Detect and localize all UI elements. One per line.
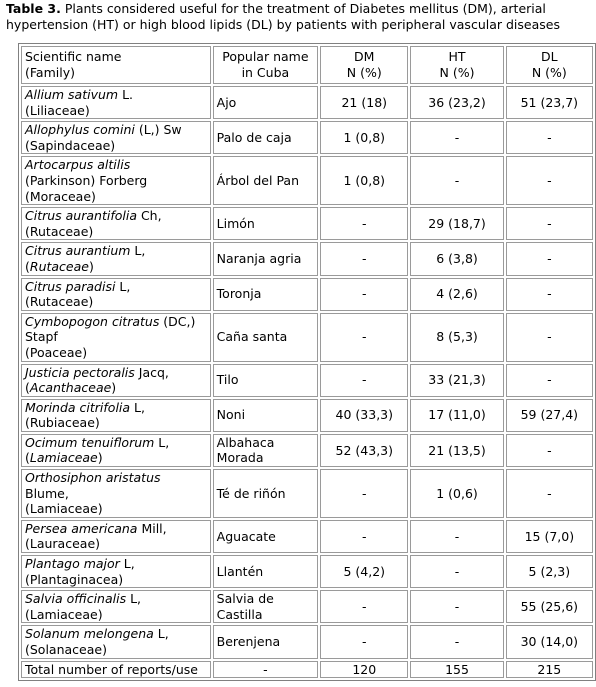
dm-value-cell: 52 (43,3) bbox=[320, 434, 408, 467]
popular-name-cell: Palo de caja bbox=[213, 121, 318, 154]
family-name bbox=[25, 415, 207, 431]
dm-value-cell: 40 (33,3) bbox=[320, 399, 408, 432]
scientific-name-cell bbox=[21, 625, 211, 658]
family-name bbox=[25, 607, 207, 623]
popular-name-cell: Aguacate bbox=[213, 520, 318, 553]
dm-value-cell: 5 (4,2) bbox=[320, 555, 408, 588]
popular-name-cell: Ajo bbox=[213, 86, 318, 119]
ht-value-cell: - bbox=[410, 555, 503, 588]
dm-value-cell: - bbox=[320, 364, 408, 397]
name-text: (Sapindaceae) bbox=[25, 137, 116, 153]
family-name bbox=[25, 536, 207, 552]
scientific-name-cell bbox=[21, 86, 211, 119]
dm-value-cell: - bbox=[320, 520, 408, 553]
latin-name: Citrus aurantium bbox=[25, 243, 131, 259]
family-name bbox=[25, 642, 207, 658]
scientific-name-cell bbox=[21, 242, 211, 275]
ht-value-cell: - bbox=[410, 590, 503, 623]
scientific-name bbox=[25, 243, 207, 259]
scientific-name-cell bbox=[21, 156, 211, 205]
name-text: Ch, bbox=[136, 208, 162, 224]
family-name bbox=[25, 345, 207, 361]
scientific-name-cell bbox=[21, 469, 211, 518]
popular-name-cell: Llantén bbox=[213, 555, 318, 588]
family-name bbox=[25, 450, 207, 466]
total-row bbox=[21, 661, 593, 679]
dl-value-cell: - bbox=[506, 121, 593, 154]
name-text: (Rutaceae) bbox=[25, 223, 94, 239]
name-text: (Moraceae) bbox=[25, 188, 96, 204]
name-text: (Lauraceae) bbox=[25, 536, 101, 552]
name-text: (Plantaginacea) bbox=[25, 571, 124, 587]
dl-value-cell: - bbox=[506, 364, 593, 397]
name-text: ( bbox=[25, 258, 30, 274]
table-label: Table 3. bbox=[6, 1, 61, 16]
popular-name-cell: Árbol del Pan bbox=[213, 156, 318, 205]
table-row bbox=[21, 364, 593, 397]
scientific-name-cell bbox=[21, 364, 211, 397]
scientific-name bbox=[25, 591, 207, 607]
name-text: L, bbox=[119, 556, 135, 572]
name-text: ) bbox=[97, 450, 103, 466]
dl-value-cell: 5 (2,3) bbox=[506, 555, 593, 588]
ht-value-cell: 4 (2,6) bbox=[410, 278, 503, 311]
plants-table bbox=[18, 43, 596, 681]
popular-name-cell: Naranja agria bbox=[213, 242, 318, 275]
scientific-name-cell bbox=[21, 434, 211, 467]
ht-value-cell: 6 (3,8) bbox=[410, 242, 503, 275]
scientific-name bbox=[25, 208, 207, 224]
latin-name: Plantago major bbox=[25, 556, 120, 572]
family-name bbox=[25, 224, 207, 240]
family-name bbox=[25, 103, 207, 119]
scientific-name bbox=[25, 157, 207, 173]
name-text: ( bbox=[25, 380, 30, 396]
scientific-name bbox=[25, 521, 207, 537]
latin-name: Allium sativum bbox=[25, 87, 119, 102]
name-text: (Liliaceae) bbox=[25, 102, 90, 118]
popular-name-cell: Berenjena bbox=[213, 625, 318, 658]
scientific-name bbox=[25, 279, 207, 295]
scientific-name bbox=[25, 470, 207, 501]
ht-value-cell: 21 (13,5) bbox=[410, 434, 503, 467]
latin-name: Persea americana bbox=[25, 520, 138, 536]
latin-name: Cymbopogon citratus bbox=[25, 313, 160, 329]
table-row bbox=[21, 242, 593, 275]
dm-value-cell: - bbox=[320, 278, 408, 311]
scientific-name bbox=[25, 435, 207, 451]
dl-value-cell: 30 (14,0) bbox=[506, 625, 593, 658]
table-row bbox=[21, 399, 593, 432]
header-dl: DL N (%) bbox=[506, 46, 593, 84]
name-text: ) bbox=[111, 380, 117, 396]
dm-value-cell: - bbox=[320, 590, 408, 623]
table-wrapper bbox=[18, 43, 596, 681]
family-name bbox=[25, 294, 207, 310]
dm-value-cell: - bbox=[320, 207, 408, 240]
latin-name: Salvia officinalis bbox=[25, 591, 127, 607]
name-text: L, bbox=[153, 626, 169, 642]
dl-value-cell: 51 (23,7) bbox=[506, 86, 593, 119]
scientific-name bbox=[25, 365, 207, 381]
table-row bbox=[21, 590, 593, 623]
header-popular-name: Popular name in Cuba bbox=[213, 46, 318, 84]
table-row bbox=[21, 520, 593, 553]
latin-name: Ocimum tenuiflorum bbox=[25, 434, 155, 450]
family-name bbox=[25, 189, 207, 205]
popular-name-cell: Limón bbox=[213, 207, 318, 240]
scientific-name-cell bbox=[21, 590, 211, 623]
dl-value-cell: 55 (25,6) bbox=[506, 590, 593, 623]
dm-value-cell: - bbox=[320, 242, 408, 275]
dl-value-cell: - bbox=[506, 469, 593, 518]
dl-value-cell: 15 (7,0) bbox=[506, 520, 593, 553]
table-row bbox=[21, 278, 593, 311]
caption-text: Plants considered useful for the treatment of Diabetes mellitus (DM), arterial hypertension (HT) or high blood lipids (DL) by patients with peripheral vascular diseases bbox=[6, 1, 560, 32]
scientific-name-cell bbox=[21, 520, 211, 553]
name-text: ( bbox=[25, 450, 30, 466]
total-dm-cell: 120 bbox=[320, 661, 408, 679]
popular-name-cell: Toronja bbox=[213, 278, 318, 311]
scientific-authority: Stapf bbox=[25, 329, 58, 345]
ht-value-cell: 1 (0,6) bbox=[410, 469, 503, 518]
latin-name: Solanum melongena bbox=[25, 626, 154, 642]
scientific-authority: (Parkinson) Forberg bbox=[25, 172, 148, 188]
scientific-name-cell bbox=[21, 399, 211, 432]
popular-name-cell: Salvia de Castilla bbox=[213, 590, 318, 623]
ht-value-cell: - bbox=[410, 121, 503, 154]
table-row bbox=[21, 156, 593, 205]
scientific-name-cell bbox=[21, 207, 211, 240]
table-caption bbox=[0, 0, 596, 33]
scientific-name-cell bbox=[21, 313, 211, 362]
family-name bbox=[25, 380, 207, 396]
name-text: Jacq, bbox=[134, 364, 169, 380]
header-dm: DM N (%) bbox=[320, 46, 408, 84]
name-text: (L,) Sw bbox=[134, 122, 182, 138]
table-row bbox=[21, 555, 593, 588]
dl-value-cell: - bbox=[506, 278, 593, 311]
dm-value-cell: 1 (0,8) bbox=[320, 121, 408, 154]
dl-value-cell: - bbox=[506, 242, 593, 275]
name-text: (Rutaceae) bbox=[25, 294, 94, 310]
popular-name-cell: Té de riñón bbox=[213, 469, 318, 518]
latin-name: Orthosiphon aristatus bbox=[25, 470, 161, 486]
family-name bbox=[25, 501, 207, 517]
dl-value-cell: - bbox=[506, 434, 593, 467]
table-row bbox=[21, 625, 593, 658]
latin-name: Citrus aurantifolia bbox=[25, 208, 137, 224]
dl-value-cell: - bbox=[506, 207, 593, 240]
family-name bbox=[25, 138, 207, 154]
dm-value-cell: - bbox=[320, 625, 408, 658]
scientific-name-cell bbox=[21, 555, 211, 588]
scientific-name bbox=[25, 400, 207, 416]
ht-value-cell: 8 (5,3) bbox=[410, 313, 503, 362]
scientific-name-cell bbox=[21, 278, 211, 311]
scientific-name bbox=[25, 122, 207, 138]
table-row bbox=[21, 207, 593, 240]
total-dl-cell: 215 bbox=[506, 661, 593, 679]
name-text: L, bbox=[126, 591, 142, 607]
name-text: (Solanaceae) bbox=[25, 642, 107, 657]
latin-name: Acanthaceae bbox=[29, 380, 112, 396]
latin-name: Rutaceae bbox=[29, 258, 89, 274]
total-popular-cell: - bbox=[213, 661, 318, 679]
name-text: L, bbox=[115, 278, 131, 294]
name-text: ) bbox=[88, 258, 94, 274]
header-ht: HT N (%) bbox=[410, 46, 503, 84]
popular-name-cell: Caña santa bbox=[213, 313, 318, 362]
latin-name: Lamiaceae bbox=[29, 450, 98, 466]
dl-value-cell: - bbox=[506, 156, 593, 205]
header-row bbox=[21, 46, 593, 84]
total-label-cell: Total number of reports/use bbox=[21, 661, 211, 679]
scientific-name bbox=[25, 556, 207, 572]
popular-name-cell: Noni bbox=[213, 399, 318, 432]
name-text: L, bbox=[154, 434, 170, 450]
popular-name-cell: Albahaca Morada bbox=[213, 434, 318, 467]
name-text: L, bbox=[130, 243, 146, 259]
table-row bbox=[21, 121, 593, 154]
table-row bbox=[21, 469, 593, 518]
ht-value-cell: - bbox=[410, 156, 503, 205]
table-row bbox=[21, 86, 593, 119]
scientific-name bbox=[25, 87, 207, 103]
table-row bbox=[21, 434, 593, 467]
ht-value-cell: 17 (11,0) bbox=[410, 399, 503, 432]
popular-name-cell: Tilo bbox=[213, 364, 318, 397]
name-text: (Lamiaceae) bbox=[25, 606, 103, 622]
table-body bbox=[21, 86, 593, 678]
ht-value-cell: - bbox=[410, 520, 503, 553]
table-row bbox=[21, 313, 593, 362]
latin-name: Justicia pectoralis bbox=[25, 364, 135, 380]
dl-value-cell: 59 (27,4) bbox=[506, 399, 593, 432]
name-text: L. bbox=[118, 87, 134, 102]
name-text: (Poaceae) bbox=[25, 344, 88, 360]
ht-value-cell: 29 (18,7) bbox=[410, 207, 503, 240]
family-name bbox=[25, 259, 207, 275]
ht-value-cell: - bbox=[410, 625, 503, 658]
name-text: Mill, bbox=[137, 520, 167, 536]
dm-value-cell: 1 (0,8) bbox=[320, 156, 408, 205]
name-text: L, bbox=[130, 399, 145, 415]
total-ht-cell: 155 bbox=[410, 661, 503, 679]
latin-name: Artocarpus altilis bbox=[25, 157, 131, 173]
dl-value-cell: - bbox=[506, 313, 593, 362]
name-text: Blume, bbox=[25, 485, 69, 501]
ht-value-cell: 36 (23,2) bbox=[410, 86, 503, 119]
name-text: (DC,) bbox=[159, 313, 196, 329]
scientific-name-cell bbox=[21, 121, 211, 154]
scientific-name bbox=[25, 626, 207, 642]
latin-name: Morinda citrifolia bbox=[25, 399, 131, 415]
dm-value-cell: 21 (18) bbox=[320, 86, 408, 119]
latin-name: Citrus paradisi bbox=[25, 278, 116, 294]
family-name bbox=[25, 572, 207, 588]
dm-value-cell: - bbox=[320, 469, 408, 518]
dm-value-cell: - bbox=[320, 313, 408, 362]
ht-value-cell: 33 (21,3) bbox=[410, 364, 503, 397]
scientific-name bbox=[25, 314, 207, 330]
latin-name: Allophylus comini bbox=[25, 122, 135, 138]
name-text: (Rubiaceae) bbox=[25, 415, 100, 431]
name-text: (Lamiaceae) bbox=[25, 501, 103, 517]
header-scientific-name: Scientific name (Family) bbox=[21, 46, 211, 84]
